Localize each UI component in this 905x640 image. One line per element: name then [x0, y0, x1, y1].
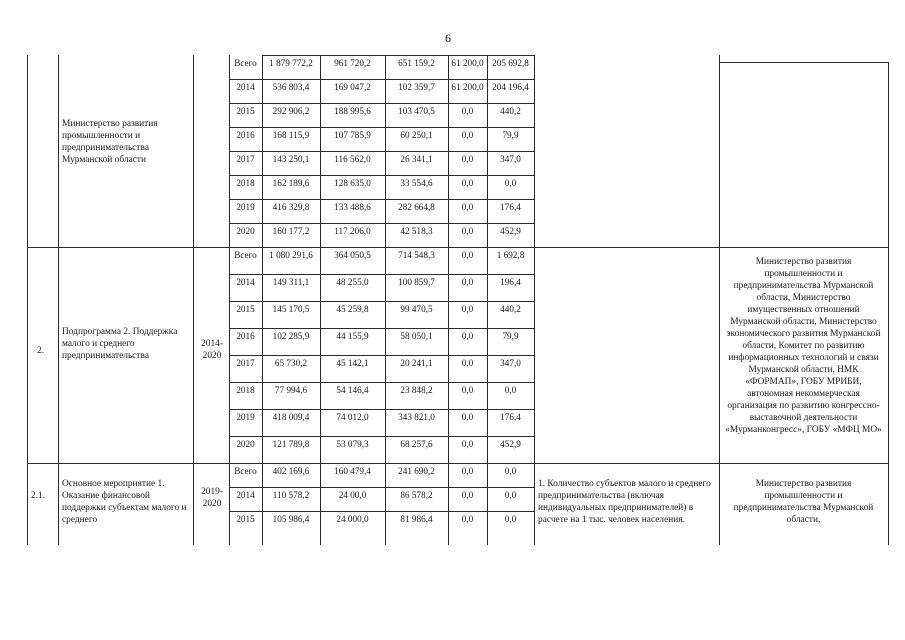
value-other-cell: 205 692,8 — [492, 58, 529, 68]
value-federal-cell: 160 479,4 — [334, 466, 371, 476]
year-cell: 2017 — [236, 154, 255, 164]
value-federal-cell: 45 142,1 — [336, 358, 369, 368]
value-total-cell: 1 080 291,6 — [269, 250, 313, 260]
value-total-cell: 121 789,8 — [272, 439, 310, 449]
value-total-cell: 77 994,6 — [274, 385, 308, 395]
value-federal-cell: 169 047,2 — [334, 82, 371, 92]
row-line — [229, 511, 534, 512]
value-local-cell: 61 200,0 — [451, 82, 484, 92]
value-other-cell: 79,9 — [502, 130, 519, 140]
row-line — [229, 199, 534, 200]
value-regional-cell: 26 341,1 — [400, 154, 433, 164]
block-divider — [27, 247, 888, 248]
value-total-cell: 416 329,8 — [272, 202, 310, 212]
value-local-cell: 0,0 — [461, 412, 474, 422]
column-line — [534, 55, 535, 545]
row-line — [229, 436, 534, 437]
executors-text: Министерство развития промышленности и предпринимательства Мурманской области, Министерство имущественных отношений Мурманской области, Министерство экономического развития Мурманской области, Комитет по развитию информационных технологий и связи Мурманской области, НМК «ФОРМАП», ГОБУ МРИБИ, автономная некоммерческая организация по развитию конгрессно-выставочной деятельности «Мурманконгресс», ГОБУ «МФЦ МО» — [725, 257, 882, 435]
value-regional-cell: 20 241,1 — [400, 358, 433, 368]
year-cell: 2019 — [236, 202, 255, 212]
value-local-cell: 0,0 — [461, 304, 474, 314]
year-cell: Всего — [234, 58, 257, 68]
year-cell: 2020 — [236, 439, 255, 449]
row-number: 2.1. — [31, 491, 46, 501]
value-other-cell: 176,4 — [500, 202, 521, 212]
year-cell: 2016 — [236, 130, 255, 140]
value-total-cell: 536 803,4 — [272, 82, 310, 92]
value-federal-cell: 116 562,0 — [334, 154, 371, 164]
value-regional-cell: 68 257,6 — [400, 439, 433, 449]
value-total-cell: 102 285,9 — [272, 331, 310, 341]
value-local-cell: 0,0 — [461, 439, 474, 449]
value-local-cell: 0,0 — [461, 277, 474, 287]
column-line — [888, 62, 889, 545]
year-cell: 2018 — [236, 178, 255, 188]
value-federal-cell: 53 079,3 — [336, 439, 369, 449]
value-regional-cell: 103 470,5 — [398, 106, 435, 116]
row-line — [229, 79, 534, 80]
value-total-cell: 143 250,1 — [272, 154, 310, 164]
value-local-cell: 0,0 — [461, 226, 474, 236]
value-local-cell: 0,0 — [461, 106, 474, 116]
value-other-cell: 347,0 — [500, 154, 521, 164]
year-cell: 2015 — [236, 106, 255, 116]
value-total-cell: 145 170,5 — [272, 304, 310, 314]
value-other-cell: 0,0 — [504, 490, 517, 500]
value-federal-cell: 24 00,0 — [338, 490, 367, 500]
year-cell: 2016 — [236, 331, 255, 341]
value-federal-cell: 364 050,5 — [334, 250, 371, 260]
value-other-cell: 440,2 — [500, 106, 521, 116]
value-federal-cell: 74 012,0 — [336, 412, 369, 422]
row-line — [229, 223, 534, 224]
value-local-cell: 0,0 — [461, 202, 474, 212]
block-divider — [27, 463, 888, 464]
row-line — [229, 382, 534, 383]
value-regional-cell: 86 578,2 — [400, 490, 433, 500]
row-line — [229, 409, 534, 410]
value-total-cell: 162 189,6 — [272, 178, 310, 188]
value-regional-cell: 282 664,8 — [398, 202, 435, 212]
column-line — [719, 55, 720, 545]
value-federal-cell: 107 785,9 — [334, 130, 371, 140]
value-total-cell: 418 009,4 — [272, 412, 310, 422]
value-regional-cell: 100 859,7 — [398, 277, 435, 287]
row-line — [229, 487, 534, 488]
value-federal-cell: 48 255,0 — [336, 277, 369, 287]
column-line — [229, 55, 230, 545]
value-other-cell: 440,2 — [500, 304, 521, 314]
value-regional-cell: 81 986,4 — [400, 514, 433, 524]
year-cell: 2015 — [236, 304, 255, 314]
value-federal-cell: 961 720,2 — [334, 58, 371, 68]
row-line — [229, 175, 534, 176]
value-regional-cell: 23 848,2 — [400, 385, 433, 395]
page-number: 6 — [445, 31, 451, 45]
period-cell: 2014-2020 — [201, 339, 223, 361]
value-total-cell: 402 169,6 — [272, 466, 310, 476]
value-total-cell: 292 906,2 — [272, 106, 310, 116]
row-line — [229, 355, 534, 356]
value-federal-cell: 188 995,6 — [334, 106, 371, 116]
value-regional-cell: 60 250,1 — [400, 130, 433, 140]
value-local-cell: 0,0 — [461, 250, 474, 260]
year-cell: 2015 — [236, 514, 255, 524]
value-regional-cell: 42 518,3 — [400, 226, 433, 236]
value-total-cell: 149 311,1 — [272, 277, 310, 287]
year-cell: 2020 — [236, 226, 255, 236]
value-regional-cell: 241 690,2 — [398, 466, 435, 476]
year-cell: 2014 — [236, 82, 255, 92]
value-total-cell: 110 578,2 — [272, 490, 310, 500]
activity-name: Основное мероприятие 1. Оказание финансовой поддержки субъектам малого и среднего — [62, 479, 187, 525]
value-federal-cell: 117 206,0 — [334, 226, 371, 236]
year-cell: 2019 — [236, 412, 255, 422]
value-local-cell: 0,0 — [461, 178, 474, 188]
value-other-cell: 204 196,4 — [492, 82, 529, 92]
value-regional-cell: 714 548,3 — [398, 250, 435, 260]
value-local-cell: 0,0 — [461, 514, 474, 524]
period-cell: 2019-2020 — [201, 487, 223, 509]
value-local-cell: 0,0 — [461, 466, 474, 476]
value-local-cell: 61 200,0 — [451, 58, 484, 68]
row-line — [229, 328, 534, 329]
top-border — [262, 55, 534, 56]
value-local-cell: 0,0 — [461, 331, 474, 341]
value-other-cell: 452,9 — [500, 439, 521, 449]
value-regional-cell: 651 159,2 — [398, 58, 435, 68]
value-other-cell: 0,0 — [504, 385, 517, 395]
value-other-cell: 452,9 — [500, 226, 521, 236]
value-other-cell: 1 692,8 — [496, 250, 525, 260]
value-other-cell: 0,0 — [504, 514, 517, 524]
column-line — [58, 55, 59, 545]
year-cell: 2014 — [236, 490, 255, 500]
value-other-cell: 196,4 — [500, 277, 521, 287]
value-total-cell: 168 115,9 — [272, 130, 310, 140]
row-line — [229, 127, 534, 128]
executors-text: Министерство развития промышленности и предпринимательства Мурманской области, — [733, 479, 874, 525]
value-federal-cell: 44 155,9 — [336, 331, 369, 341]
value-local-cell: 0,0 — [461, 130, 474, 140]
row-number: 2. — [37, 346, 45, 356]
value-federal-cell: 24 000,0 — [336, 514, 369, 524]
executor-text: Министерство развития промышленности и предпринимательства Мурманской области — [62, 119, 158, 165]
value-total-cell: 105 986,4 — [272, 514, 310, 524]
value-federal-cell: 45 259,8 — [336, 304, 369, 314]
year-cell: 2014 — [236, 277, 255, 287]
year-cell: 2018 — [236, 385, 255, 395]
value-total-cell: 65 730,2 — [274, 358, 308, 368]
column-line — [27, 55, 28, 545]
value-regional-cell: 99 470,5 — [400, 304, 433, 314]
value-other-cell: 176,4 — [500, 412, 521, 422]
value-federal-cell: 128 635,0 — [334, 178, 371, 188]
row-line — [229, 151, 534, 152]
row-line — [229, 103, 534, 104]
value-federal-cell: 54 146,4 — [336, 385, 369, 395]
value-other-cell: 0,0 — [504, 178, 517, 188]
value-local-cell: 0,0 — [461, 358, 474, 368]
value-local-cell: 0,0 — [461, 490, 474, 500]
value-regional-cell: 102 359,7 — [398, 82, 435, 92]
year-cell: Всего — [234, 250, 257, 260]
value-regional-cell: 343 821,0 — [398, 412, 435, 422]
indicator-text: 1. Количество субъектов малого и среднего предпринимательства (включая индивидуальных предпринимателей) в расчете на 1 тыс. человек населения. — [538, 479, 711, 525]
value-other-cell: 79,9 — [502, 331, 519, 341]
value-other-cell: 0,0 — [504, 466, 517, 476]
row-line — [229, 301, 534, 302]
value-local-cell: 0,0 — [461, 154, 474, 164]
column-line — [193, 55, 194, 545]
value-other-cell: 347,0 — [500, 358, 521, 368]
value-total-cell: 1 879 772,2 — [269, 58, 313, 68]
year-cell: Всего — [234, 466, 257, 476]
year-cell: 2017 — [236, 358, 255, 368]
value-local-cell: 0,0 — [461, 385, 474, 395]
program-name: Подпрограмма 2. Поддержка малого и среднего предпринимательства — [62, 327, 178, 361]
value-total-cell: 160 177,2 — [272, 226, 310, 236]
value-federal-cell: 133 488,6 — [334, 202, 371, 212]
top-border-right — [719, 62, 888, 63]
row-line — [229, 274, 534, 275]
value-regional-cell: 33 554,6 — [400, 178, 433, 188]
value-regional-cell: 58 050,1 — [400, 331, 433, 341]
